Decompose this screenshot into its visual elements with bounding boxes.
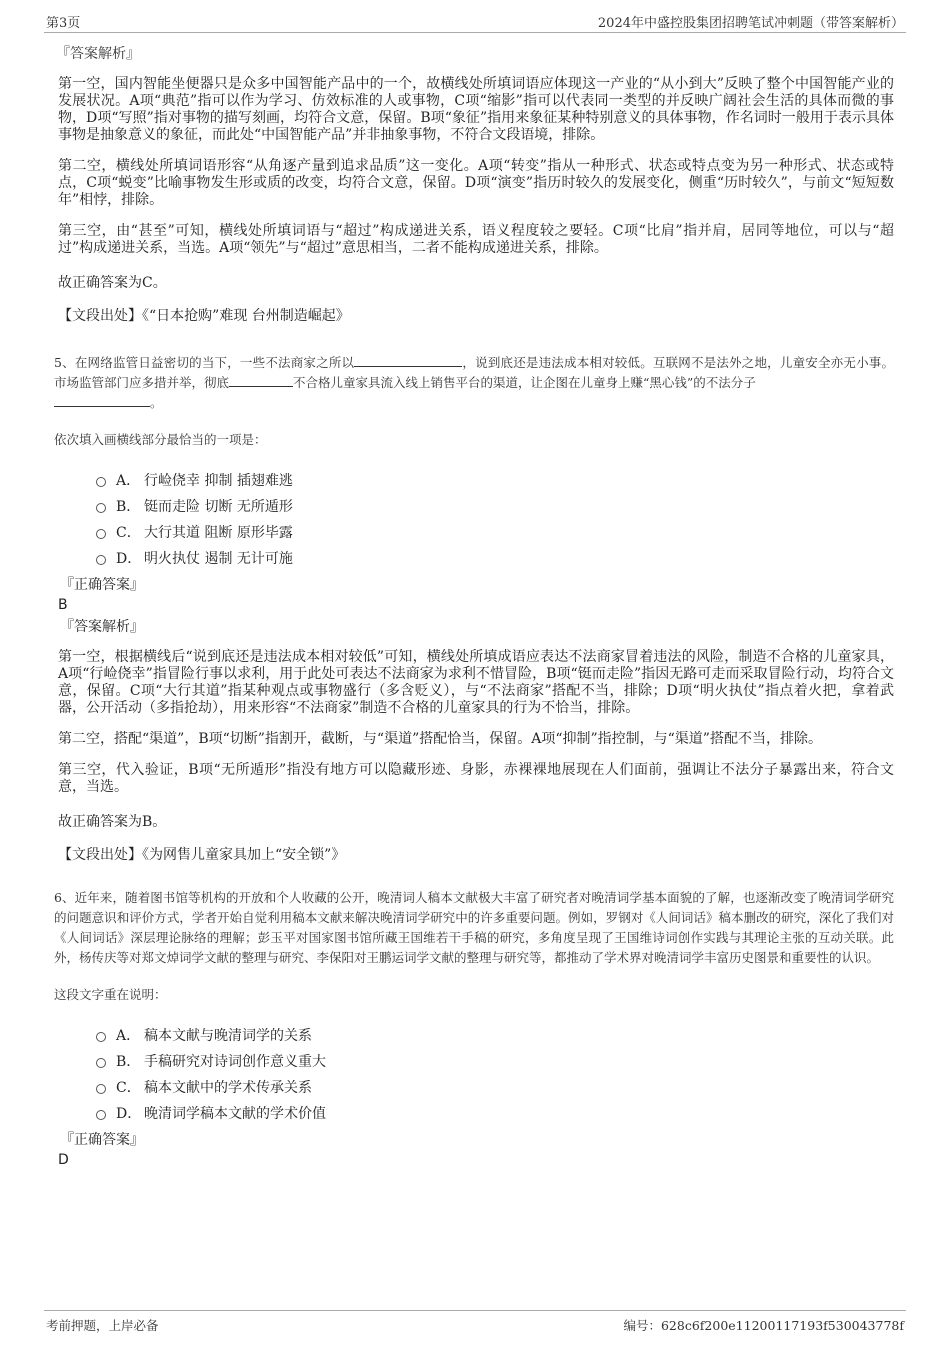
radio-button[interactable] xyxy=(96,1110,106,1120)
q5-option-b[interactable]: B． 铤而走险 切断 无所遁形 xyxy=(96,493,894,519)
q6-stem: 这段文字重在说明： xyxy=(54,987,167,1002)
page-number: 第3页 xyxy=(46,16,81,31)
q5-analysis-paragraph: 第三空，代入验证，B项“无所遁形”指没有地方可以隐藏形迹、身影，赤裸裸地展现在人们面前，强调让不法分子暴露出来，符合文意，当选。 xyxy=(58,762,894,795)
q5-text: 5、在网络监管日益密切的当下，一些不法商家之所以 ，说到底还是违法成本相对较低。互联网不是法外之地，儿童安全亦无小事。市场监管部门应多措并举，彻底 不合格儿童家具流入线上销售平台的渠道，让企图在儿童身上赚“黑心钱”的不法分子 。 xyxy=(54,355,894,410)
q4-analysis-tag: 『答案解析』 xyxy=(56,46,140,62)
q6-option-d[interactable]: D． 晚清词学稿本文献的学术价值 xyxy=(96,1100,894,1126)
q5-blank-2 xyxy=(229,373,293,387)
footer-note: 考前押题，上岸必备 xyxy=(46,1318,159,1333)
q5-blank-1 xyxy=(354,353,462,367)
page-footer xyxy=(44,1310,906,1337)
radio-button[interactable] xyxy=(96,555,106,565)
document-code: 编号：628c6f200e11200117193f530043778f xyxy=(623,1318,904,1333)
radio-button[interactable] xyxy=(96,529,106,539)
q6-options xyxy=(96,1022,894,1126)
q5-blank-3 xyxy=(54,393,150,407)
q6-option-c[interactable]: C． 稿本文献中的学术传承关系 xyxy=(96,1074,894,1100)
q5-analysis-paragraph: 第二空，搭配“渠道”，B项“切断”指割开，截断，与“渠道”搭配恰当，保留。A项“抑制”指控制，与“渠道”搭配不当，排除。 xyxy=(58,731,822,747)
q5-options xyxy=(96,467,894,571)
radio-button[interactable] xyxy=(96,1084,106,1094)
q5-stem: 依次填入画横线部分最恰当的一项是： xyxy=(54,432,267,447)
q5-conclusion: 故正确答案为B。 xyxy=(58,814,167,830)
q6-answer: D xyxy=(58,1152,69,1168)
radio-button[interactable] xyxy=(96,503,106,513)
q4-conclusion: 故正确答案为C。 xyxy=(58,275,167,291)
page-header xyxy=(44,10,906,33)
document-title: 2024年中盛控股集团招聘笔试冲刺题（带答案解析） xyxy=(597,16,904,31)
q4-analysis-paragraph: 第二空，横线处所填词语形容“从角逐产量到追求品质”这一变化。A项“转变”指从一种形式、状态或特点变为另一种形式、状态或特点，C项“蜕变”比喻事物发生形或质的改变，均符合文意，保留。D项“演变”指历时较久的发展变化，侧重“历时较久”，与前文“短短数年”相悖，排除。 xyxy=(58,158,894,208)
radio-button[interactable] xyxy=(96,1032,106,1042)
radio-button[interactable] xyxy=(96,1058,106,1068)
q4-source: 【文段出处】《“日本抢购”难现 台州制造崛起》 xyxy=(58,308,350,324)
radio-button[interactable] xyxy=(96,477,106,487)
q5-option-a[interactable]: A． 行崄侥幸 抑制 插翅难逃 xyxy=(96,467,894,493)
q5-analysis-tag: 『答案解析』 xyxy=(60,619,144,635)
q6-option-a[interactable]: A． 稿本文献与晚清词学的关系 xyxy=(96,1022,894,1048)
q4-analysis-paragraph: 第一空，国内智能坐便器只是众多中国智能产品中的一个，故横线处所填词语应体现这一产业的“从小到大”反映了整个中国智能产业的发展状况。A项“典范”指可以作为学习、仿效标准的人或事物，C项“缩影”指可以代表同一类型的并反映广阔社会生活的具体而微的事物，D项“写照”指对事物的描写刻画，均符合文意，保留。B项“象征”指用来象征某种特别意义的具体事物，作名词时一般用于表示具体事物是抽象意义的象征，而此处“中国智能产品”并非抽象事物，不符合文段语境，排除。 xyxy=(58,76,894,143)
q5-option-c[interactable]: C． 大行其道 阻断 原形毕露 xyxy=(96,519,894,545)
q6-text: 6、近年来，随着图书馆等机构的开放和个人收藏的公开，晚清词人稿本文献极大丰富了研究者对晚清词学基本面貌的了解，也逐渐改变了晚清词学研究的问题意识和评价方式，学者开始自觉利用稿本文献来解决晚清词学研究中的许多重要问题。例如，罗钢对《人间词话》稿本删改的研究，深化了我们对《人间词话》深层理论脉络的理解；彭玉平对国家图书馆所藏王国维若干手稿的研究，多角度呈现了王国维诗词创作实践与其理论主张的互动关联。此外，杨传庆等对郑文焯词学文献的整理与研究、李保阳对王鹏运词学文献的整理与研究等，都推动了学术界对晚清词学丰富历史图景和重要性的认识。 xyxy=(54,890,894,965)
q5-analysis-paragraph: 第一空，根据横线后“说到底还是违法成本相对较低”可知，横线处所填成语应表达不法商家冒着违法的风险，制造不合格的儿童家具，A项“行崄侥幸”指冒险行事以求利，用于此处可表达不法商家为求利不惜冒险，B项“铤而走险”指因无路可走而采取冒险行动，均符合文意，保留。C项“大行其道”指某种观点或事物盛行（多含贬义），与“不法商家”搭配不当，排除；D项“明火执仗”指点着火把，拿着武器，公开活动（多指抢劫），用来形容“不法商家”制造不合格的儿童家具的行为不恰当，排除。 xyxy=(58,649,894,716)
q5-option-d[interactable]: D． 明火执仗 遏制 无计可施 xyxy=(96,545,894,571)
q6-option-b[interactable]: B． 手稿研究对诗词创作意义重大 xyxy=(96,1048,894,1074)
q6-answer-tag: 『正确答案』 xyxy=(60,1132,144,1148)
q5-source: 【文段出处】《为网售儿童家具加上“安全锁”》 xyxy=(58,847,346,863)
page-content xyxy=(54,44,894,1170)
q4-analysis-paragraph: 第三空，由“甚至”可知，横线处所填词语与“超过”构成递进关系，语义程度较之要轻。C项“比肩”指并肩，居同等地位，可以与“超过”构成递进关系，当选。A项“领先”与“超过”意思相当，二者不能构成递进关系，排除。 xyxy=(58,223,894,256)
q5-answer-tag: 『正确答案』 xyxy=(60,577,144,593)
q5-answer: B xyxy=(58,597,68,613)
